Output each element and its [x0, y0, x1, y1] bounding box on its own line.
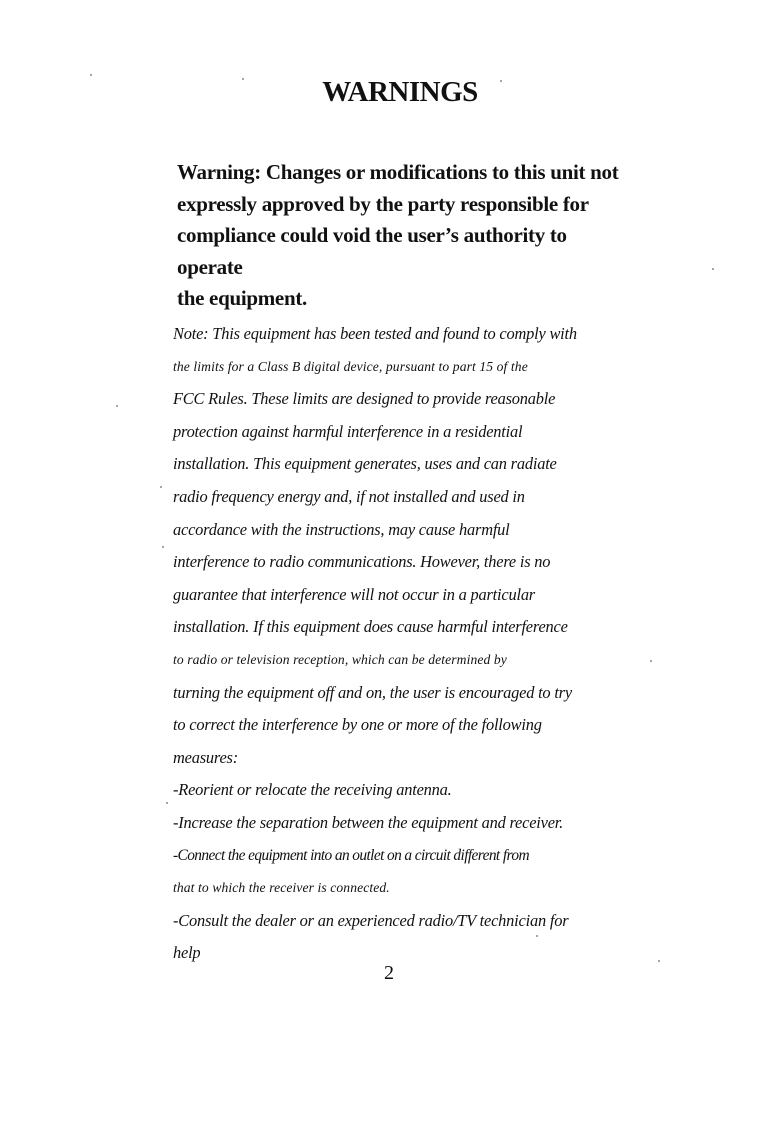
- note-line: installation. This equipment generates, uses and can radiate: [173, 454, 557, 474]
- scan-speck: [116, 405, 118, 407]
- note-line: the limits for a Class B digital device, pursuant to part 15 of the: [173, 358, 528, 374]
- note-line: to correct the interference by one or more of the following: [173, 715, 542, 735]
- warning-paragraph: [177, 157, 637, 315]
- note-line: help: [173, 943, 201, 963]
- note-line: -Connect the equipment into an outlet on a circuit different from: [173, 846, 529, 864]
- scan-speck: [90, 74, 92, 76]
- note-line: -Consult the dealer or an experienced radio/TV technician for: [173, 910, 569, 930]
- scan-speck: [500, 80, 502, 82]
- note-line: turning the equipment off and on, the user is encouraged to try: [173, 682, 572, 702]
- scan-speck: [712, 268, 714, 270]
- note-line: guarantee that interference will not occur in a particular: [173, 584, 535, 604]
- scan-speck: [650, 660, 652, 662]
- note-line: radio frequency energy and, if not installed and used in: [173, 486, 525, 506]
- scan-speck: [536, 935, 538, 937]
- scan-speck: [166, 802, 168, 804]
- scan-speck: [162, 546, 164, 548]
- note-line: -Increase the separation between the equipment and receiver.: [173, 812, 564, 832]
- note-line: -Reorient or relocate the receiving antenna.: [173, 780, 452, 800]
- note-line: FCC Rules. These limits are designed to provide reasonable: [173, 389, 556, 409]
- note-line: Note: This equipment has been tested and found to comply with: [173, 324, 577, 343]
- warning-line: the equipment.: [177, 286, 307, 310]
- note-line: protection against harmful interference in a residential: [173, 421, 523, 441]
- note-line: to radio or television reception, which can be determined by: [173, 651, 507, 667]
- note-line: interference to radio communications. However, there is no: [173, 552, 551, 572]
- warning-line: compliance could void the user’s authority to operate: [177, 223, 567, 279]
- page-number: 2: [384, 962, 394, 984]
- scan-speck: [658, 960, 660, 962]
- warning-label: Warning:: [177, 160, 261, 184]
- note-line: accordance with the instructions, may cause harmful: [173, 519, 510, 539]
- scan-speck: [160, 486, 162, 488]
- note-line: measures:: [173, 747, 238, 767]
- note-line: installation. If this equipment does cause harmful interference: [173, 617, 568, 637]
- warning-line: expressly approved by the party responsible for: [177, 191, 589, 216]
- fcc-note-paragraph: [173, 318, 643, 970]
- warning-line: Changes or modifications to this unit not: [265, 160, 619, 184]
- scan-speck: [242, 78, 244, 80]
- page-title: WARNINGS: [322, 76, 478, 108]
- note-line: that to which the receiver is connected.: [173, 880, 390, 896]
